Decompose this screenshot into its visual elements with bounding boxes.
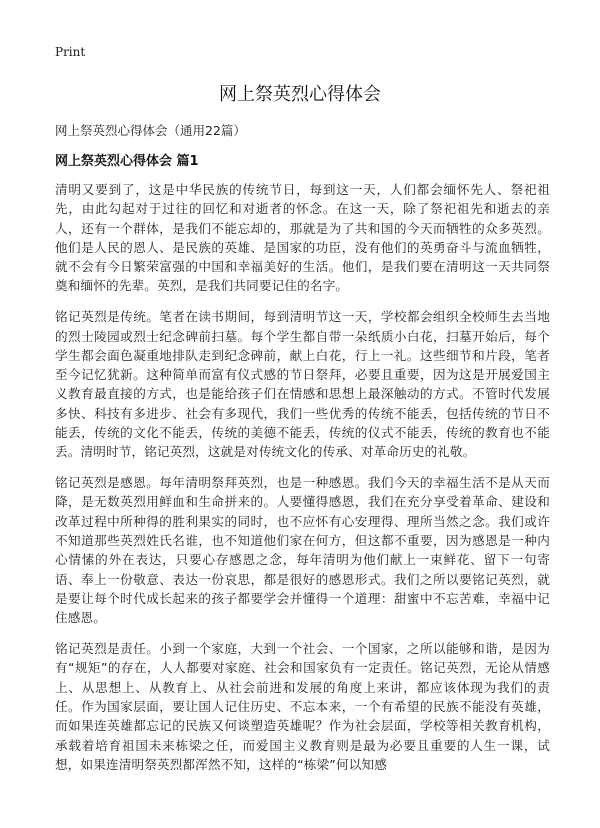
paragraph-1: 清明又要到了，这是中华民族的传统节日，每到这一天，人们都会缅怀先人、祭祀祖先，由此勾起对于过往的回忆和对逝者的怀念。在这一天，除了祭祀祖先和逝去的亲人，还有一个群体，是我们不能忘却的，那就是为了共和国的今天而牺牲的众多英烈。他们是人民的恩人、是民族的英雄、是国家的功臣，没有他们的英勇奋斗与流血牺牲，就不会有今日繁荣富强的中国和幸福美好的生活。他们，是我们要在清明这一天共同祭奠和缅怀的先辈。英烈，是我们共同要记住的名字。 bbox=[55, 182, 550, 294]
article-body bbox=[55, 180, 550, 786]
page-title: 网上祭英烈心得体会 bbox=[219, 84, 381, 105]
print-label[interactable]: Print bbox=[55, 45, 86, 59]
section-heading: 网上祭英烈心得体会 篇1 bbox=[55, 154, 199, 169]
document-subtitle: 网上祭英烈心得体会（通用22篇） bbox=[55, 123, 246, 138]
paragraph-4: 铭记英烈是责任。小到一个家庭，大到一个社会、一个国家，之所以能够和谐，是因为有“规矩”的存在，人人都要对家庭、社会和国家负有一定责任。铭记英烈，无论从情感上、从思想上、从教育上、从社会前进和发展的角度上来讲，都应该体现为我们的责任。作为国家层面，要让国人记住历史、不忘本来，一个有希望的民族不能没有英雄，而如果连英雄都忘记的民族又何谈塑造英雄呢？作为社会层面，学校等相关教育机构，承载着培育祖国未来栋梁之任，而爱国主义教育则是最为必要且重要的人生一课，试想，如果连清明祭英烈都浑然不知，这样的“栋梁”何以知感 bbox=[55, 641, 550, 772]
paragraph-2: 铭记英烈是传统。笔者在读书期间，每到清明节这一天，学校都会组织全校师生去当地的烈士陵园或烈士纪念碑前扫墓。每个学生都自带一朵纸质小白花，扫墓开始后，每个学生都会面色凝重地排队走到纪念碑前，献上白花，行上一礼。这些细节和片段，笔者至今记忆犹新。这种简单而富有仪式感的节日祭拜，必要且重要，因为这是开展爱国主义教育最直接的方式，也是能给孩子们在情感和思想上最深触动的方式。不管时代发展多快、科技有多进步、社会有多现代，我们一些优秀的传统不能丢，包括传统的节日不能丢，传统的文化不能丢，传统的美德不能丢，传统的仪式不能丢，传统的教育也不能丢。清明时节，铭记英烈，这就是对传统文化的传承、对革命历史的礼敬。 bbox=[55, 309, 550, 460]
paragraph-3: 铭记英烈是感恩。每年清明祭拜英烈，也是一种感恩。我们今天的幸福生活不是从天而降，是无数英烈用鲜血和生命拼来的。人要懂得感恩，我们在充分享受着革命、建设和改革过程中所种得的胜利果实的同时，也不应怀有心安理得、理所当然之念。我们或许不知道那些英烈姓氏名谁，也不知道他们家在何方，但这都不重要，因为感恩是一种内心情愫的外在表达，只要心存感恩之念，每年清明为他们献上一束鲜花、留下一句寄语、奉上一份敬意、表达一份哀思，都是很好的感恩形式。我们之所以要铭记英烈，就是要让每个时代成长起来的孩子都要学会并懂得一个道理：甜蜜中不忘苦难，幸福中记住感恩。 bbox=[55, 475, 550, 626]
